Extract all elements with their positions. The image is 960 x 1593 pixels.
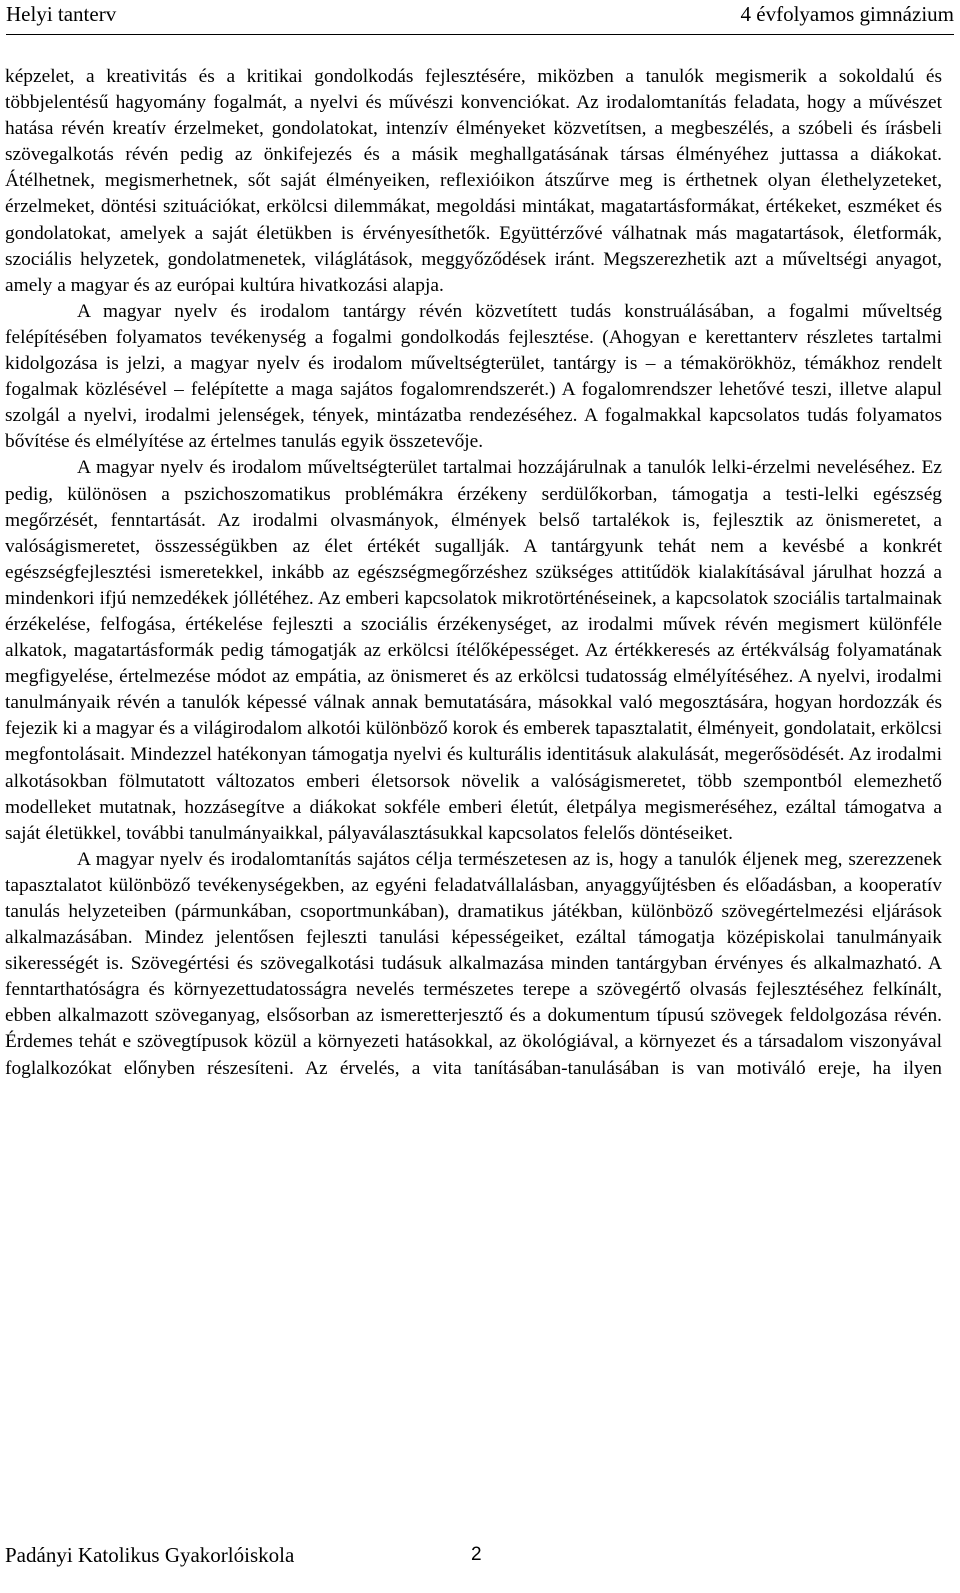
page-number: 2 bbox=[471, 1544, 482, 1565]
document-body bbox=[5, 64, 942, 1082]
paragraph-continued: képzelet, a kreativitás és a kritikai gondolkodás fejlesztésére, miközben a tanulók megismerik a sokoldalú és többjelentésű hagyomány fogalmát, a nyelvi és művészi konvenciókat. Az irodalomtanítás feladata, hogy a művészet hatása révén kreatív érzelmeket, gondolatokat, intenzív élményeket közvetítsen, a megbeszélés, a szóbeli és írásbeli szövegalkotás révén pedig az önkifejezés és a másik meghallgatásának társas élményéhez juttassa a diákokat. Átélhetnek, megismerhetnek, sőt saját élményeiken, reflexióikon átszűrve meg is érthetnek olyan élethelyzeteket, érzelmeket, döntési szituációkat, erkölcsi dilemmákat, megoldási mintákat, magatartásformákat, értékeket, eszméket és gondolatokat, amelyek a saját életükben is érvényesíthetők. Együttérzővé válhatnak más magatartások, életformák, szociális helyzetek, gondolatmenetek, világlátások, meggyőződések iránt. Megszerezhetik azt a műveltségi anyagot, amely a magyar és az európai kultúra hivatkozási alapja. bbox=[5, 66, 942, 296]
header-school-type: 4 évfolyamos gimnázium bbox=[740, 2, 954, 26]
paragraph-learning-skills: A magyar nyelv és irodalomtanítás sajátos célja természetesen az is, hogy a tanulók éljenek meg, szerezzenek tapasztalatot különböző tevékenységekben, az egyéni feladatvállalásban, anyaggyűjtésben és előadásban, a kooperatív tanulás helyzeteiben (pármunkában, csoportmunkában), dramatikus játékban, különböző szövegértelmezési eljárások alkalmazásában. Mindez jelentősen fejleszti tanulási képességeiket, ezáltal támogatja középiskolai tanulmányaik sikerességét is. Szövegértési és szövegalkotási tudásuk alkalmazása minden tantárgyban érvényes és alkalmazható. A fenntarthatóságra és környezettudatosságra nevelés természetes terepe a szövegértő olvasás fejlesztéséhez felkínált, ebben alkalmazott szöveganyag, elsősorban az ismeretterjesztő és a dokumentum típusú szövegek feldolgozása révén. Érdemes tehát e szövegtípusok közül a környezeti hatásokkal, az ökológiával, a környezet és a társadalom viszonyával foglalkozókat előnyben részesíteni. Az érvelés, a vita tanításában-tanulásában is van motiváló ereje, ha ilyen bbox=[5, 848, 942, 1079]
footer-school-name: Padányi Katolikus Gyakorlóiskola bbox=[5, 1543, 295, 1567]
paragraph-emotional-education: A magyar nyelv és irodalom műveltségterület tartalmai hozzájárulnak a tanulók lelki-érzelmi neveléséhez. Ez pedig, különösen a pszichoszomatikus problémákra érzékeny serdülőkorban, támogatja a testi-lelki egészség megőrzését, fenntartását. Az irodalmi olvasmányok, élmények belső tartalékok is, fejlesztik az önismeretet, a valóságismeretet, összességükben az élet értékét sugallják. A tantárgyunk tehát nem a kevésbé a konkrét egészségfejlesztési ismeretekkel, inkább az egészségmegőrzéshez szükséges attitűdök kialakításával járulhat hozzá a mindenkori ifjú nemzedékek jóllétéhez. Az emberi kapcsolatok mikrotörténéseinek, a kapcsolatok szociális tartalmainak érzékelése, felfogása, értékelése fejleszti a szociális érzékenységet, az irodalmi művek révén megismert különféle alkatok, magatartásformák pedig támogatják az erkölcsi ítélőképességet. Az értékkeresés az értékválság folyamatának megfigyelése, értelmezése módot az empátia, az önismeret és az erkölcsi tudatosság elmélyítéséhez. A nyelvi, irodalmi tanulmányaik révén a tanulók képessé válnak annak bemutatására, másokkal való megosztására, hogyan hordozzák és fejezik ki a magyar és a világirodalom alkotói különböző korok és emberek tapasztalatit, élményeit, gondolatait, erkölcsi megfontolásait. Mindezzel hatékonyan támogatja nyelvi és kulturális identitásuk alakulását, megerősödését. Az irodalmi alkotásokban fölmutatott változatos emberi életsorsok növelik a valóságismeretet, több szempontból elemezhető modelleket mutatnak, hozzásegítve a diákokat sokféle emberi életút, életpálya megismeréséhez, ezáltal támogatva a saját életükkel, további tanulmányaikkal, pályaválasztásukkal kapcsolatos felelős döntéseiket. bbox=[5, 457, 942, 844]
page-header bbox=[6, 0, 954, 35]
header-document-title: Helyi tanterv bbox=[6, 2, 117, 26]
paragraph-concept-formation: A magyar nyelv és irodalom tantárgy révén közvetített tudás konstruálásában, a fogalmi műveltség felépítésében folyamatos tevékenység a fogalmi gondolkodás fejlesztése. (Ahogyan e kerettanterv részletes tartalmi kidolgozása is jelzi, a magyar nyelv és irodalom műveltségterület, tantárgy is – a témakörökhöz, témákhoz rendelt fogalmak közlésével – felépítette a maga sajátos fogalomrendszerét.) A fogalomrendszer lehetővé teszi, illetve alapul szolgál a nyelvi, irodalmi jelenségek, tények, mintázatba rendezéséhez. A fogalmakkal kapcsolatos tudás folyamatos bővítése és elmélyítése az értelmes tanulás egyik összetevője. bbox=[5, 300, 942, 453]
